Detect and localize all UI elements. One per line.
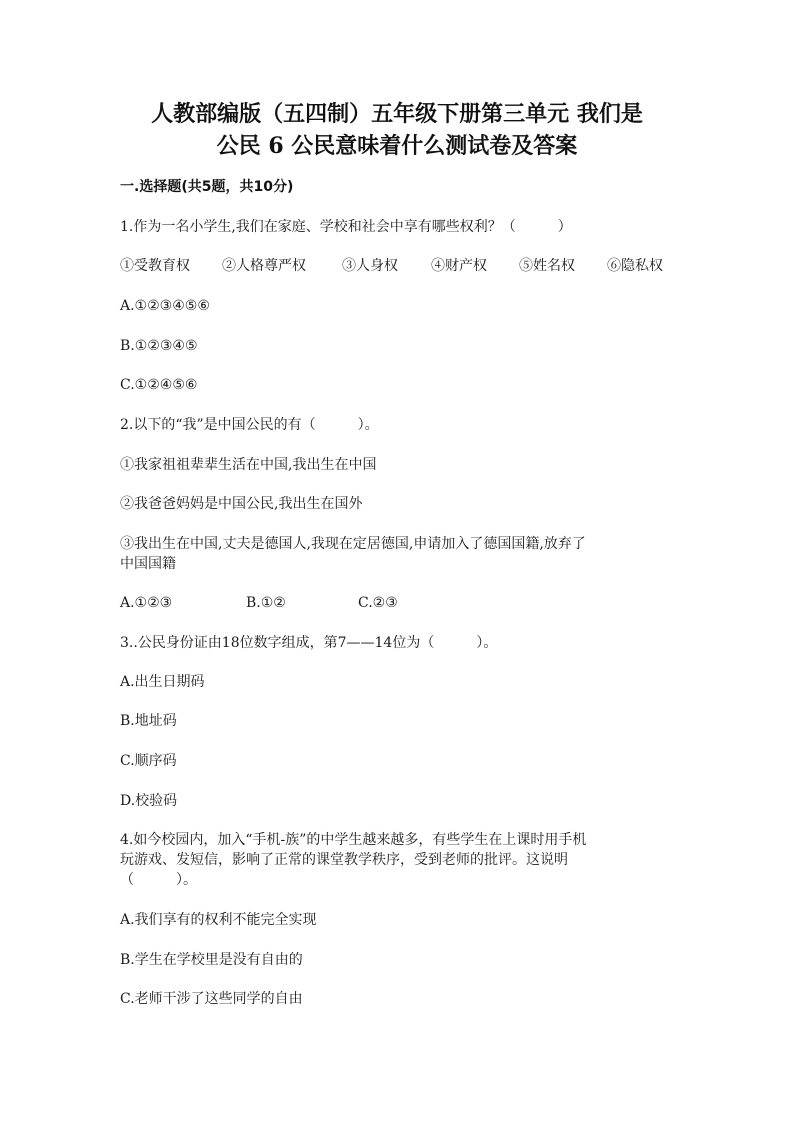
- question-3-option-a[interactable]: A.出生日期码: [120, 674, 205, 690]
- document-title-line-1: 人教部编版（五四制）五年级下册第三单元 我们是: [151, 101, 643, 127]
- question-4-stem-line-3: （ ）。: [120, 872, 197, 888]
- right-item: ⑥隐私权: [607, 258, 663, 274]
- question-2-options: [120, 593, 680, 613]
- question-4-stem-line-1: 4.如今校园内，加入“手机-族”的中学生越来越多，有些学生在上课时用手机: [120, 832, 587, 848]
- question-4-stem-line-2: 玩游戏、发短信，影响了正常的课堂教学秩序，受到老师的批评。这说明: [120, 852, 568, 868]
- question-4-option-a[interactable]: A.我们享有的权利不能完全实现: [120, 912, 317, 928]
- question-2-stem: 2.以下的“我”是中国公民的有（ ）。: [120, 417, 379, 433]
- document-title-line-2: 公民 6 公民意味着什么测试卷及答案: [216, 133, 578, 159]
- right-item: ②人格尊严权: [222, 258, 306, 274]
- question-2-statement-1: ①我家祖祖辈辈生活在中国,我出生在中国: [120, 457, 377, 473]
- question-2-statement-3: ③我出生在中国,丈夫是德国人,我现在定居德国,申请加入了德国国籍,放弃了: [120, 536, 586, 552]
- question-1-rights-list: [120, 256, 680, 276]
- question-1-option-c[interactable]: C.①②④⑤⑥: [120, 377, 198, 393]
- question-2-option-b[interactable]: B.①②: [246, 595, 286, 611]
- question-2-statement-3-continued: 中国国籍: [120, 556, 176, 572]
- right-item: ④财产权: [431, 258, 487, 274]
- right-item: ⑤姓名权: [519, 258, 575, 274]
- question-2-option-a[interactable]: A.①②③: [120, 595, 173, 611]
- question-4-option-b[interactable]: B.学生在学校里是没有自由的: [120, 952, 303, 968]
- question-1-option-a[interactable]: A.①②③④⑤⑥: [120, 298, 210, 314]
- question-3-stem: 3..公民身份证由18位数字组成，第7——14位为（ ）。: [120, 635, 498, 651]
- question-3-option-c[interactable]: C.顺序码: [120, 753, 177, 769]
- right-item: ③人身权: [342, 258, 398, 274]
- question-1-option-b[interactable]: B.①②③④⑤: [120, 338, 198, 354]
- question-2-option-c[interactable]: C.②③: [358, 595, 398, 611]
- question-1-stem: 1.作为一名小学生,我们在家庭、学校和社会中享有哪些权利？（ ）: [120, 219, 572, 235]
- question-3-option-d[interactable]: D.校验码: [120, 793, 178, 809]
- question-4-option-c[interactable]: C.老师干涉了这些同学的自由: [120, 991, 303, 1007]
- right-item: ①受教育权: [120, 258, 190, 274]
- section-heading: 一.选择题(共5题，共10分): [120, 179, 294, 195]
- question-3-option-b[interactable]: B.地址码: [120, 713, 177, 729]
- question-2-statement-2: ②我爸爸妈妈是中国公民,我出生在国外: [120, 496, 363, 512]
